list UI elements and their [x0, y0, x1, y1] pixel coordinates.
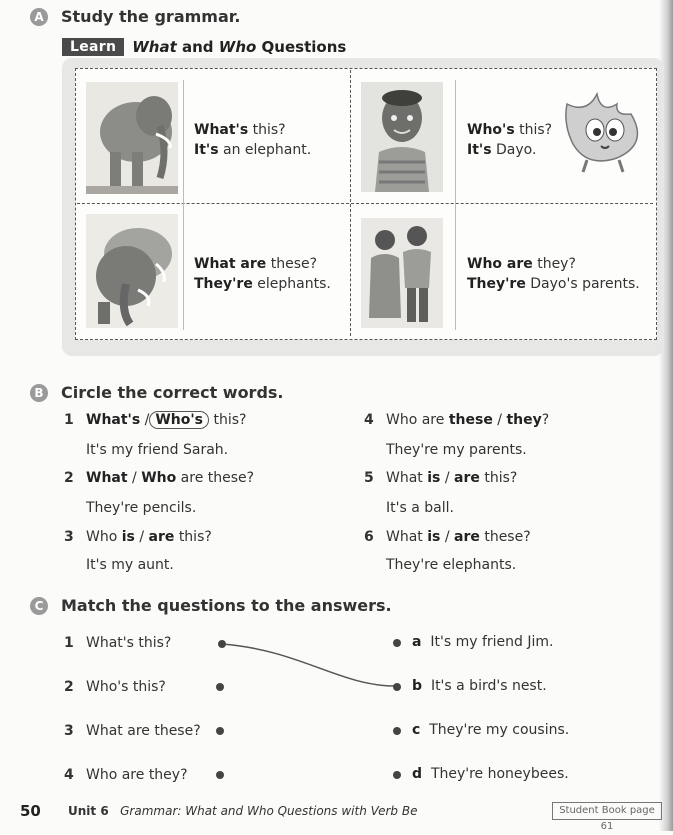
- section-a-title: Study the grammar.: [61, 7, 241, 26]
- option-separator: /: [497, 412, 502, 428]
- item-number: 4: [64, 767, 74, 783]
- answer-letter: d: [412, 766, 423, 782]
- option-1[interactable]: What's: [86, 412, 141, 428]
- student-book-reference: Student Book page 61: [552, 802, 662, 820]
- option-1[interactable]: is: [121, 529, 135, 545]
- exercise-b-answer-5: It's a ball.: [386, 500, 454, 516]
- answer-letter: c: [412, 722, 421, 738]
- section-c-badge: C: [30, 597, 48, 615]
- example-question-rest: this?: [519, 122, 553, 138]
- exercise-b-answer-2: They're pencils.: [86, 500, 197, 516]
- question-start: Who are: [386, 412, 445, 428]
- section-b-title: Circle the correct words.: [61, 383, 284, 402]
- match-line-1-b: [222, 644, 395, 686]
- item-number: 5: [364, 470, 374, 486]
- match-answer-a: [412, 634, 553, 650]
- match-question-3: [64, 723, 201, 739]
- question-start: What: [386, 529, 423, 545]
- learn-label: Learn: [62, 38, 124, 56]
- example-answer-bold: It's: [467, 142, 492, 158]
- example-answer-rest: elephants.: [257, 276, 331, 292]
- answer-letter: b: [412, 678, 423, 694]
- question-text: Who are they?: [86, 767, 188, 783]
- option-2[interactable]: they: [506, 412, 542, 428]
- match-dot-answer-b[interactable]: [393, 683, 401, 691]
- learn-title-rest: Questions: [261, 38, 347, 56]
- exercise-b-answer-4: They're my parents.: [386, 442, 527, 458]
- question-end: ?: [541, 412, 550, 428]
- question-start: Who: [86, 529, 118, 545]
- option-separator: /: [444, 529, 450, 545]
- match-dot-answer-c[interactable]: [393, 727, 401, 735]
- footer-subtitle: Grammar: What and Who Questions with Verb Be: [120, 804, 418, 818]
- option-2[interactable]: are: [454, 470, 480, 486]
- learn-title-and: and: [182, 38, 214, 56]
- match-question-1: [64, 635, 171, 651]
- option-separator: /: [139, 529, 145, 545]
- example-answer-bold: They're: [467, 276, 526, 292]
- example-answer-rest: Dayo.: [495, 142, 537, 158]
- option-1[interactable]: is: [427, 470, 441, 486]
- example-question-rest: this?: [252, 122, 286, 138]
- question-end: this?: [178, 529, 212, 545]
- question-start: What: [386, 470, 423, 486]
- exercise-b-answer-6: They're elephants.: [386, 557, 517, 573]
- example-answer-rest: an elephant.: [222, 142, 312, 158]
- answer-text: They're honeybees.: [430, 766, 569, 782]
- option-1[interactable]: these: [448, 412, 493, 428]
- example-question-rest: these?: [270, 256, 318, 272]
- example-question-rest: they?: [537, 256, 576, 272]
- match-answer-c: [412, 722, 569, 738]
- section-b-badge: B: [30, 384, 48, 402]
- example-question-bold: Who are: [467, 256, 533, 272]
- answer-letter: a: [412, 634, 422, 650]
- learn-title-who: Who: [218, 38, 257, 56]
- item-number: 2: [64, 679, 74, 695]
- answer-text: It's my friend Jim.: [430, 634, 554, 650]
- question-end: these?: [484, 529, 531, 545]
- example-question-bold: What are: [194, 256, 267, 272]
- match-dot-answer-d[interactable]: [393, 771, 401, 779]
- match-dot-answer-a[interactable]: [393, 639, 401, 647]
- answer-text: They're my cousins.: [429, 722, 570, 738]
- option-separator: /: [144, 412, 150, 428]
- item-number: 6: [364, 529, 374, 545]
- match-answer-d: [412, 766, 569, 782]
- example-question-bold: Who's: [467, 122, 515, 138]
- item-number: 1: [64, 412, 74, 428]
- page-number: 50: [20, 802, 41, 820]
- answer-text: It's a bird's nest.: [430, 678, 547, 694]
- question-text: What are these?: [86, 723, 201, 739]
- option-2[interactable]: are: [148, 529, 175, 545]
- item-number: 3: [64, 723, 74, 739]
- match-dot-question-1[interactable]: [218, 640, 226, 648]
- option-2[interactable]: Who: [141, 470, 177, 486]
- item-number: 3: [64, 529, 74, 545]
- item-number: 1: [64, 635, 74, 651]
- section-c-title: Match the questions to the answers.: [61, 596, 392, 615]
- exercise-b-answer-3: It's my aunt.: [86, 557, 174, 573]
- match-question-4: [64, 767, 188, 783]
- example-answer-bold: It's: [194, 142, 219, 158]
- question-text: What's this?: [86, 635, 172, 651]
- option-2[interactable]: are: [454, 529, 480, 545]
- option-1[interactable]: What: [86, 470, 128, 486]
- footer-unit-line: [68, 804, 417, 818]
- match-question-2: [64, 679, 166, 695]
- footer-unit: Unit 6: [68, 804, 109, 818]
- exercise-b-answer-1: It's my friend Sarah.: [86, 442, 229, 458]
- option-1[interactable]: is: [427, 529, 441, 545]
- match-dot-question-4[interactable]: [216, 771, 224, 779]
- question-end: are these?: [180, 470, 255, 486]
- example-answer-bold: They're: [194, 276, 253, 292]
- item-number: 4: [364, 412, 374, 428]
- learn-title-what: What: [132, 38, 177, 56]
- section-a-badge: A: [30, 8, 48, 26]
- example-answer-rest: Dayo's parents.: [530, 276, 640, 292]
- question-end: this?: [484, 470, 518, 486]
- match-answer-b: [412, 678, 547, 694]
- item-number: 2: [64, 470, 74, 486]
- option-2-circled[interactable]: Who's: [149, 411, 209, 429]
- option-separator: /: [444, 470, 450, 486]
- match-dot-question-2[interactable]: [216, 683, 224, 691]
- match-dot-question-3[interactable]: [216, 727, 224, 735]
- example-question-bold: What's: [194, 122, 249, 138]
- question-text: Who's this?: [86, 679, 166, 695]
- option-separator: /: [132, 470, 137, 486]
- question-end: this?: [213, 412, 247, 428]
